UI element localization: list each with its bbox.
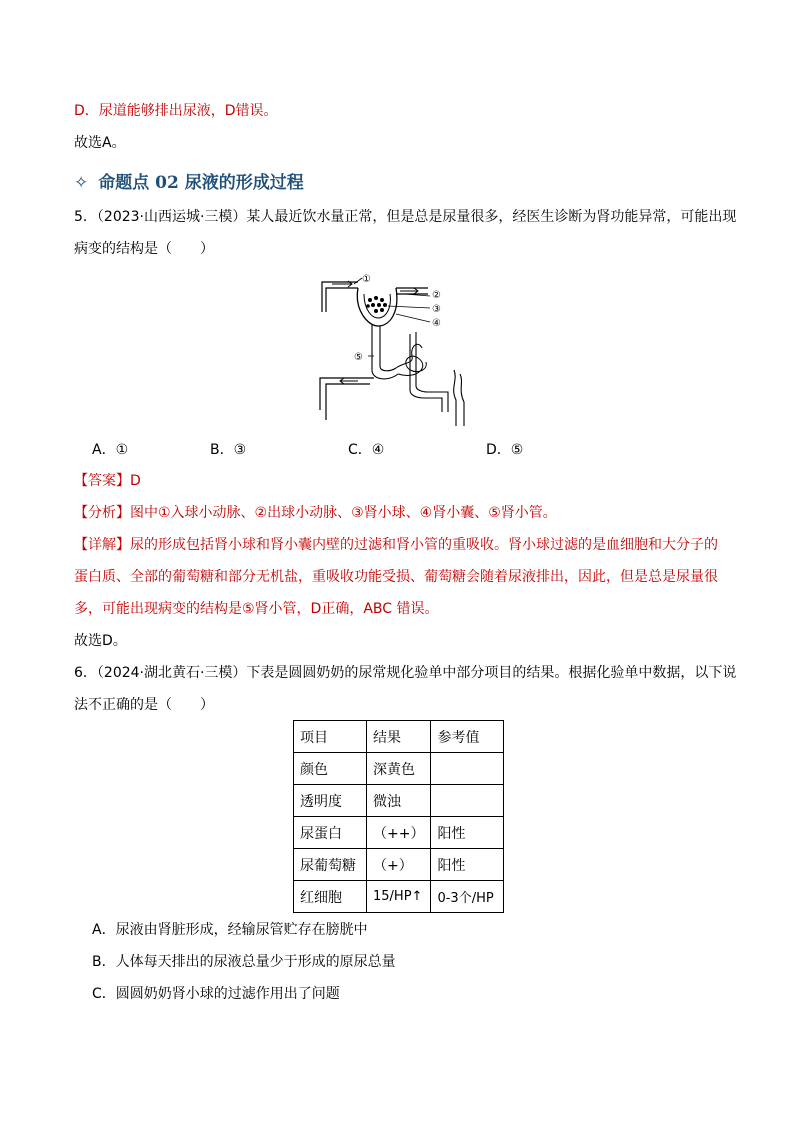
- q6-option-b: B．人体每天排出的尿液总量少于形成的原尿总量: [92, 954, 396, 970]
- q5-option-c: C．④: [348, 442, 385, 458]
- nephron-diagram: [318, 270, 478, 430]
- q6-stem-line1: 6．（2024·湖北黄石·三模）下表是圆圆奶奶的尿常规化验单中部分项目的结果。根据化验单中数据，以下说: [74, 665, 737, 681]
- table-cell: （++）: [367, 817, 431, 849]
- analysis-text: 图中①入球小动脉、②出球小动脉、③肾小球、④肾小囊、⑤肾小管。: [130, 505, 557, 521]
- table-cell: 透明度: [294, 785, 367, 817]
- diagram-label-1: ①: [362, 274, 371, 285]
- table-header-cell: 参考值: [431, 721, 504, 753]
- diagram-label-5: ⑤: [354, 352, 363, 363]
- q6-option-c: C．圆圆奶奶肾小球的过滤作用出了问题: [92, 986, 340, 1002]
- q5-analysis: [74, 503, 557, 523]
- q5-detail-line2: 蛋白质、全部的葡萄糖和部分无机盐，重吸收功能受损、葡萄糖会随着尿液排出，因此，但是总是尿量很: [74, 569, 718, 585]
- q5-conclusion: 故选D。: [74, 633, 127, 649]
- q6-option-a: A．尿液由肾脏形成，经输尿管贮存在膀胱中: [92, 922, 368, 938]
- q5-detail-line3: 多，可能出现病变的结构是⑤肾小管，D正确，ABC 错误。: [74, 601, 439, 617]
- q5-stem-line2: 病变的结构是（ ）: [74, 241, 214, 257]
- diamond-icon: ✧: [74, 173, 89, 193]
- q6-stem-line2: 法不正确的是（ ）: [74, 697, 214, 713]
- table-row: [294, 817, 504, 849]
- q5-answer: [74, 471, 141, 491]
- answer-value: D: [130, 473, 141, 489]
- table-cell: 15/HP↑: [367, 881, 431, 913]
- prev-conclusion: 故选A。: [74, 135, 126, 151]
- table-row: [294, 785, 504, 817]
- prev-option-d-text: D．尿道能够排出尿液，D错误。: [74, 103, 278, 119]
- table-cell: 尿蛋白: [294, 817, 367, 849]
- table-header-row: [294, 721, 504, 753]
- table-header-cell: 结果: [367, 721, 431, 753]
- table-cell: 颜色: [294, 753, 367, 785]
- table-cell: 深黄色: [367, 753, 431, 785]
- diagram-label-2: ②: [432, 290, 441, 301]
- table-cell: [431, 753, 504, 785]
- urinalysis-table: [293, 720, 504, 913]
- diagram-label-3: ③: [432, 304, 441, 315]
- table-cell: [431, 785, 504, 817]
- section-heading: [74, 168, 304, 193]
- table-row: [294, 849, 504, 881]
- analysis-tag: 【分析】: [74, 505, 130, 521]
- table-cell: 0-3个/HP: [431, 881, 504, 913]
- table-cell: 红细胞: [294, 881, 367, 913]
- q5-option-b: B．③: [210, 442, 247, 458]
- table-row: [294, 881, 504, 913]
- table-cell: 阳性: [431, 817, 504, 849]
- diagram-label-4: ④: [432, 318, 441, 329]
- section-title: 命题点 02 尿液的形成过程: [98, 173, 304, 193]
- q5-option-a: A．①: [92, 442, 129, 458]
- detail-tag: 【详解】: [74, 537, 130, 553]
- q5-detail-line1: [74, 535, 718, 555]
- q5-option-d: D．⑤: [486, 442, 524, 458]
- table-cell: 阳性: [431, 849, 504, 881]
- table-row: [294, 753, 504, 785]
- detail-text-1: 尿的形成包括肾小球和肾小囊内壁的过滤和肾小管的重吸收。肾小球过滤的是血细胞和大分子的: [130, 537, 718, 553]
- q5-stem-line1: 5．（2023·山西运城·三模）某人最近饮水量正常，但是总是尿量很多，经医生诊断为肾功能异常，可能出现: [74, 209, 737, 225]
- table-cell: 尿葡萄糖: [294, 849, 367, 881]
- table-cell: （+）: [367, 849, 431, 881]
- table-header-cell: 项目: [294, 721, 367, 753]
- table-cell: 微浊: [367, 785, 431, 817]
- answer-tag: 【答案】: [74, 473, 130, 489]
